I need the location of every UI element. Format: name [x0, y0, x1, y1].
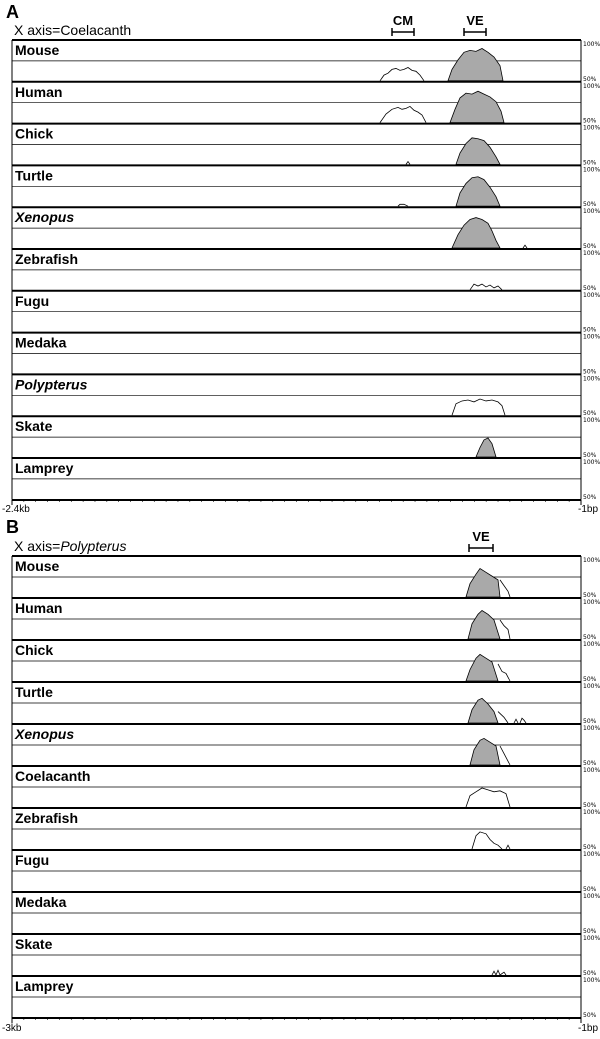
track-chick — [12, 640, 600, 683]
x-axis-prefix: X axis= — [14, 22, 61, 38]
track-label: Zebrafish — [15, 251, 79, 267]
pct-50-label: 50% — [583, 75, 597, 83]
pct-100-label: 100% — [583, 935, 600, 942]
identity-curve — [380, 68, 424, 81]
region-marker-label: CM — [392, 13, 414, 28]
track-zebrafish — [12, 249, 600, 292]
pct-100-label: 100% — [583, 375, 600, 383]
axis-end-label: -1bp — [577, 1023, 598, 1034]
axis-start-label: -2.4kb — [2, 504, 30, 515]
track-label: Human — [15, 83, 63, 100]
pct-50-label: 50% — [583, 117, 597, 125]
track-label: Turtle — [15, 167, 53, 184]
pct-50-label: 50% — [583, 802, 597, 809]
track-label: Human — [15, 600, 63, 616]
pct-100-label: 100% — [583, 557, 600, 564]
identity-curve — [498, 664, 510, 681]
conserved-peak — [450, 91, 504, 122]
track-lamprey — [12, 976, 600, 1019]
pct-50-label: 50% — [583, 718, 597, 725]
track-turtle — [12, 682, 600, 725]
identity-curve — [452, 399, 505, 415]
track-mouse — [12, 40, 600, 83]
track-label: Polypterus — [15, 376, 88, 393]
axis-end-label: -1bp — [577, 504, 598, 515]
track-chick — [12, 124, 600, 167]
track-label: Medaka — [15, 334, 67, 351]
x-axis-title — [14, 538, 126, 554]
pct-50-label: 50% — [583, 928, 597, 935]
conserved-peak — [456, 138, 500, 165]
x-axis-species: Coelacanth — [60, 22, 132, 38]
pct-100-label: 100% — [583, 851, 600, 858]
track-label: Fugu — [15, 852, 50, 868]
track-xenopus — [12, 724, 600, 767]
track-medaka — [12, 333, 600, 376]
conserved-peak — [448, 49, 503, 81]
region-marker-ve — [464, 13, 486, 36]
track-label: Lamprey — [15, 978, 74, 994]
x-axis-title — [14, 22, 131, 38]
pct-50-label: 50% — [583, 201, 597, 209]
pct-50-label: 50% — [583, 592, 597, 599]
track-label: Mouse — [15, 558, 60, 574]
identity-curve — [514, 719, 518, 723]
identity-curve — [523, 245, 527, 248]
pct-50-label: 50% — [583, 1012, 597, 1019]
identity-curve — [406, 162, 410, 165]
pct-100-label: 100% — [583, 809, 600, 816]
pct-50-label: 50% — [583, 970, 597, 977]
track-turtle — [12, 165, 600, 208]
track-medaka — [12, 892, 600, 935]
pct-100-label: 100% — [583, 291, 600, 299]
pct-50-label: 50% — [583, 886, 597, 893]
track-human — [12, 82, 600, 125]
pct-50-label: 50% — [583, 410, 597, 418]
track-label: Coelacanth — [15, 768, 91, 784]
track-label: Skate — [15, 418, 53, 435]
conserved-peak — [470, 738, 500, 765]
track-label: Fugu — [15, 292, 50, 309]
conserved-peak — [476, 438, 496, 457]
track-human — [12, 598, 600, 641]
pct-50-label: 50% — [583, 844, 597, 851]
track-label: Turtle — [15, 684, 53, 700]
pct-100-label: 100% — [583, 166, 600, 174]
panel-b — [2, 517, 600, 1034]
identity-curve — [500, 746, 510, 765]
pct-100-label: 100% — [583, 893, 600, 900]
pct-50-label: 50% — [583, 493, 597, 501]
region-marker-label: VE — [466, 13, 484, 28]
identity-curve — [492, 970, 506, 975]
track-fugu — [12, 291, 600, 334]
track-skate — [12, 934, 600, 977]
pct-50-label: 50% — [583, 368, 597, 376]
pct-100-label: 100% — [583, 641, 600, 648]
track-label: Chick — [15, 642, 54, 658]
pct-50-label: 50% — [583, 159, 597, 167]
x-axis — [2, 500, 598, 515]
conserved-peak — [466, 654, 498, 681]
panel-letter: A — [6, 2, 19, 22]
region-marker-label: VE — [472, 529, 490, 544]
identity-curve — [398, 204, 408, 206]
pct-50-label: 50% — [583, 452, 597, 459]
track-label: Zebrafish — [15, 810, 79, 826]
track-lamprey — [12, 458, 600, 501]
conserved-peak — [452, 218, 500, 248]
pct-50-label: 50% — [583, 634, 597, 641]
pct-100-label: 100% — [583, 977, 600, 984]
pct-50-label: 50% — [583, 760, 597, 767]
pct-100-label: 100% — [583, 767, 600, 774]
conserved-peak — [468, 698, 498, 723]
region-marker-ve — [469, 529, 493, 552]
track-coelacanth — [12, 766, 600, 809]
track-label: Lamprey — [15, 460, 74, 476]
track-zebrafish — [12, 808, 600, 851]
identity-curve — [500, 580, 510, 597]
pct-100-label: 100% — [583, 683, 600, 690]
track-label: Chick — [15, 125, 54, 142]
track-label: Medaka — [15, 894, 67, 910]
identity-curve — [520, 718, 526, 723]
track-label: Mouse — [15, 42, 60, 58]
x-axis — [2, 1018, 598, 1034]
identity-curve — [498, 712, 508, 723]
pct-100-label: 100% — [583, 250, 600, 257]
pct-100-label: 100% — [583, 599, 600, 606]
region-marker-cm — [392, 13, 414, 36]
track-polypterus — [12, 374, 600, 417]
pct-100-label: 100% — [583, 459, 600, 466]
x-axis-species: Polypterus — [60, 538, 127, 554]
pct-100-label: 100% — [583, 208, 600, 216]
track-mouse — [12, 556, 600, 599]
pct-100-label: 100% — [583, 41, 600, 48]
identity-curve — [472, 832, 502, 849]
pct-50-label: 50% — [583, 284, 597, 292]
pct-100-label: 100% — [583, 124, 600, 132]
pct-100-label: 100% — [583, 725, 600, 732]
track-label: Xenopus — [15, 726, 75, 742]
track-skate — [12, 416, 600, 459]
identity-curve — [506, 845, 510, 849]
conserved-peak — [468, 611, 500, 640]
track-fugu — [12, 850, 600, 893]
conserved-peak — [456, 177, 500, 206]
x-axis-prefix: X axis= — [14, 538, 61, 554]
pct-100-label: 100% — [583, 333, 600, 341]
pct-100-label: 100% — [583, 82, 600, 90]
track-xenopus — [12, 207, 600, 250]
identity-curve — [500, 620, 510, 639]
pct-100-label: 100% — [583, 417, 600, 425]
axis-start-label: -3kb — [2, 1023, 22, 1034]
panel-a — [2, 2, 600, 515]
identity-curve — [380, 106, 426, 122]
track-label: Skate — [15, 936, 53, 952]
track-label: Xenopus — [15, 209, 75, 226]
pct-50-label: 50% — [583, 243, 597, 250]
pct-50-label: 50% — [583, 326, 597, 334]
identity-curve — [466, 788, 510, 807]
identity-curve — [470, 284, 502, 290]
pct-50-label: 50% — [583, 676, 597, 683]
panel-letter: B — [6, 517, 19, 537]
conserved-peak — [466, 569, 500, 598]
